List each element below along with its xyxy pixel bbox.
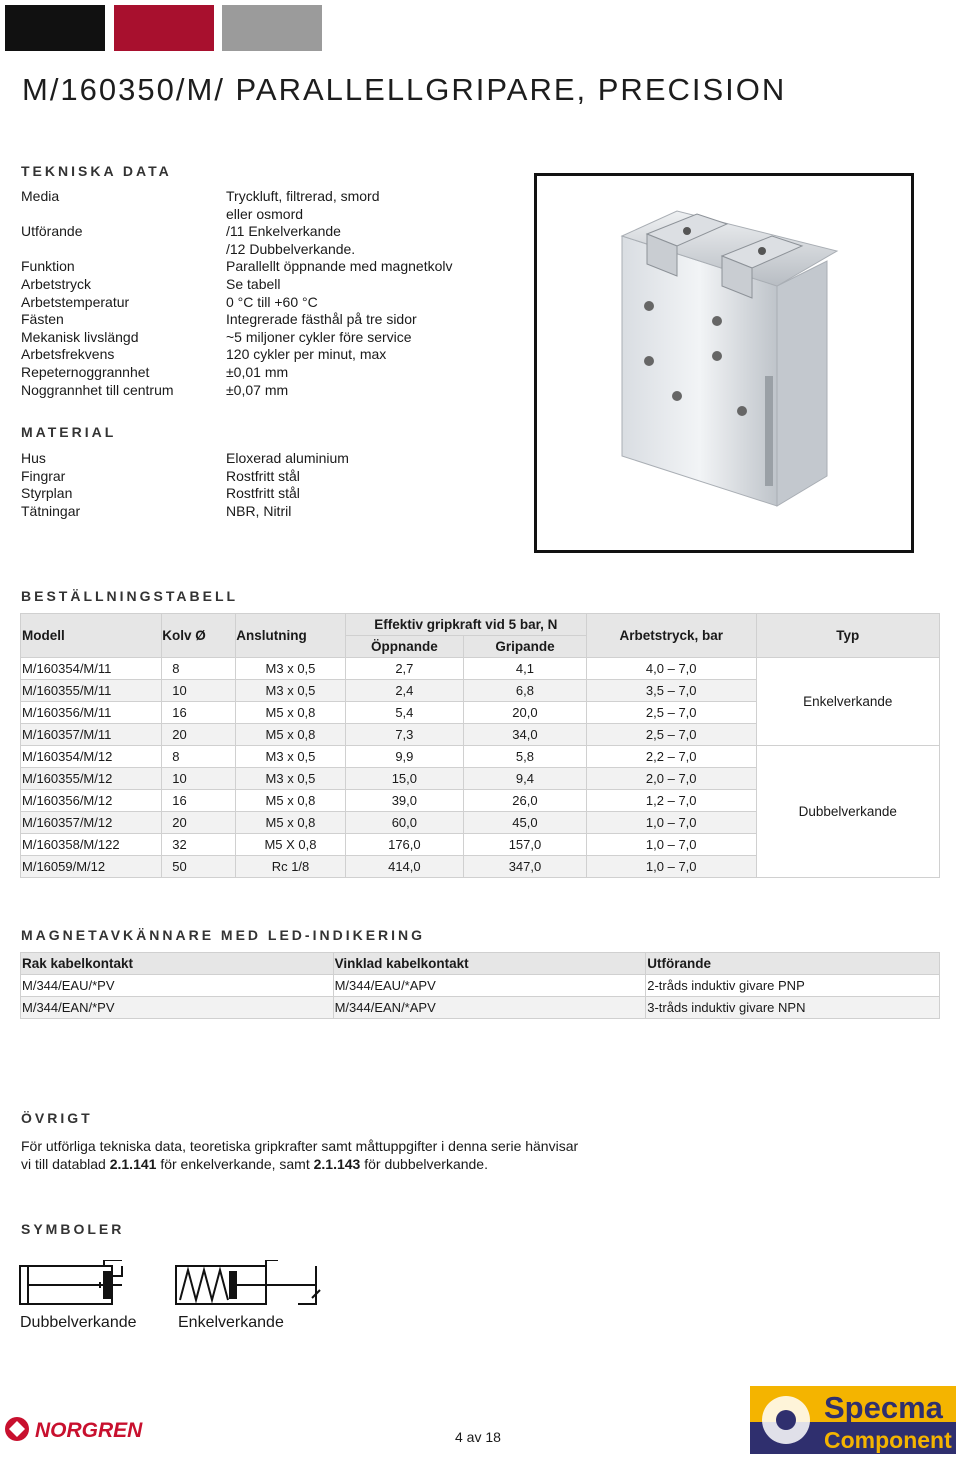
tech-value: Integrerade fästhål på tre sidor	[226, 311, 417, 328]
table-cell: Rc 1/8	[236, 856, 345, 878]
table-cell: 414,0	[345, 856, 463, 878]
sensors-heading: MAGNETAVKÄNNARE MED LED-INDIKERING	[21, 927, 426, 943]
note-line-1: För utförliga tekniska data, teoretiska gripkrafter samt måttuppgifter i denna serie hänvisar	[21, 1138, 579, 1154]
table-cell: M/160358/M/122	[21, 834, 162, 856]
table-cell: M3 x 0,5	[236, 658, 345, 680]
tech-label: Fästen	[21, 311, 64, 328]
table-cell: 26,0	[464, 790, 587, 812]
sensors-header: Vinklad kabelkontakt	[333, 953, 646, 975]
single-acting-label: Enkelverkande	[178, 1314, 284, 1331]
table-cell: 60,0	[345, 812, 463, 834]
cylinder-symbols	[18, 1260, 328, 1310]
color-bar-red	[114, 5, 214, 51]
tech-value: Tryckluft, filtrerad, smord	[226, 188, 380, 204]
table-cell: 2,4	[345, 680, 463, 702]
tech-label: Arbetstemperatur	[21, 293, 130, 310]
material-label: Hus	[21, 450, 46, 466]
table-cell: M/16059/M/12	[21, 856, 162, 878]
note-text: för dubbelverkande.	[360, 1156, 488, 1172]
col-header-type: Typ	[756, 614, 939, 658]
material-value: NBR, Nitril	[226, 502, 292, 519]
table-cell: 1,2 – 7,0	[586, 790, 756, 812]
table-cell: 15,0	[345, 768, 463, 790]
double-acting-label: Dubbelverkande	[20, 1314, 137, 1331]
sensors-header: Rak kabelkontakt	[21, 953, 334, 975]
table-cell: M/160357/M/12	[21, 812, 162, 834]
table-cell: M5 x 0,8	[236, 790, 345, 812]
norgren-logo-mark	[3, 1414, 163, 1444]
type-cell-double: Dubbelverkande	[756, 746, 939, 878]
sensor-cell: M/344/EAU/*APV	[333, 975, 646, 997]
table-cell: M3 x 0,5	[236, 768, 345, 790]
sensors-table	[20, 952, 940, 1019]
table-cell: 39,0	[345, 790, 463, 812]
material-label: Tätningar	[21, 502, 81, 519]
single-acting-symbol	[176, 1260, 320, 1304]
color-bar-black	[5, 5, 105, 51]
table-cell: M5 x 0,8	[236, 724, 345, 746]
datasheet-ref-single: 2.1.141	[109, 1156, 157, 1172]
sensor-cell: M/344/EAU/*PV	[21, 975, 334, 997]
table-cell: 10	[162, 680, 236, 702]
tech-label: Arbetstryck	[21, 276, 92, 292]
norgren-wordmark: NORGREN	[35, 1419, 143, 1442]
table-cell: M5 x 0,8	[236, 812, 345, 834]
tech-heading: TEKNISKA DATA	[21, 163, 172, 179]
table-cell: 50	[162, 856, 236, 878]
tech-value: ~5 miljoner cykler före service	[226, 328, 412, 345]
table-cell: M3 x 0,5	[236, 746, 345, 768]
order-heading: BESTÄLLNINGSTABELL	[21, 588, 239, 604]
double-acting-symbol	[20, 1260, 122, 1304]
tech-value: /11 Enkelverkande	[226, 223, 341, 240]
symbols-heading: SYMBOLER	[21, 1221, 125, 1237]
tech-value: 120 cykler per minut, max	[226, 346, 387, 363]
table-cell: M5 x 0,8	[236, 702, 345, 724]
col-header-grip: Gripande	[464, 636, 587, 658]
material-value: Rostfritt stål	[226, 467, 300, 484]
sensor-cell: M/344/EAN/*PV	[21, 997, 334, 1019]
table-cell: M/160354/M/12	[21, 746, 162, 768]
table-cell: 34,0	[464, 724, 587, 746]
color-bar-grey	[222, 5, 322, 51]
table-cell: 32	[162, 834, 236, 856]
table-cell: 1,0 – 7,0	[586, 856, 756, 878]
page-number: 4 av 18	[455, 1429, 501, 1445]
tech-value: 0 °C till +60 °C	[226, 293, 318, 310]
tech-value: eller osmord	[226, 205, 304, 222]
table-cell: 20,0	[464, 702, 587, 724]
type-cell-single: Enkelverkande	[756, 658, 939, 746]
table-cell: M/160356/M/11	[21, 702, 162, 724]
page-title: M/160350/M/ PARALLELLGRIPARE, PRECISION	[22, 72, 787, 107]
table-cell: 16	[162, 702, 236, 724]
order-table	[20, 613, 940, 878]
table-row	[21, 658, 940, 680]
table-cell: 2,5 – 7,0	[586, 724, 756, 746]
table-cell: 2,7	[345, 658, 463, 680]
sensor-cell: M/344/EAN/*APV	[333, 997, 646, 1019]
note-text: för enkelverkande, samt	[156, 1156, 314, 1172]
table-cell: 176,0	[345, 834, 463, 856]
table-cell: 2,0 – 7,0	[586, 768, 756, 790]
table-cell: 8	[162, 746, 236, 768]
table-cell: 2,2 – 7,0	[586, 746, 756, 768]
tech-value: ±0,01 mm	[226, 364, 289, 380]
other-heading: ÖVRIGT	[21, 1110, 93, 1126]
table-cell: 45,0	[464, 812, 587, 834]
col-header-pressure: Arbetstryck, bar	[586, 614, 756, 658]
specma-logo-mark	[750, 1386, 956, 1454]
table-cell: 20	[162, 812, 236, 834]
table-cell: M/160355/M/12	[21, 768, 162, 790]
tech-label: Noggrannhet till centrum	[21, 381, 174, 398]
table-cell: 2,5 – 7,0	[586, 702, 756, 724]
table-cell: M/160355/M/11	[21, 680, 162, 702]
table-row	[21, 746, 940, 768]
table-cell: 10	[162, 768, 236, 790]
table-cell: 347,0	[464, 856, 587, 878]
material-value: Rostfritt stål	[226, 485, 300, 502]
note-text: vi till datablad	[21, 1156, 110, 1172]
sensors-header: Utförande	[646, 953, 940, 975]
table-cell: M/160357/M/11	[21, 724, 162, 746]
table-cell: 7,3	[345, 724, 463, 746]
tech-value: Parallellt öppnande med magnetkolv	[226, 258, 453, 275]
tech-label: Utförande	[21, 223, 83, 240]
col-header-port: Anslutning	[236, 614, 345, 658]
tech-label: Mekanisk livslängd	[21, 328, 139, 345]
table-cell: 8	[162, 658, 236, 680]
table-cell: 9,4	[464, 768, 587, 790]
component-text: Component	[824, 1427, 952, 1453]
tech-label: Arbetsfrekvens	[21, 346, 115, 363]
material-heading: MATERIAL	[21, 424, 117, 440]
product-photo	[534, 173, 914, 553]
tech-value: Se tabell	[226, 276, 281, 292]
col-header-force: Effektiv gripkraft vid 5 bar, N	[345, 614, 586, 636]
tech-label: Repeternoggrannhet	[21, 364, 150, 380]
table-cell: 20	[162, 724, 236, 746]
specma-text: Specma	[824, 1390, 943, 1425]
table-cell: M3 x 0,5	[236, 680, 345, 702]
other-note	[21, 1137, 721, 1173]
sensor-cell: 2-tråds induktiv givare PNP	[646, 975, 940, 997]
table-cell: 6,8	[464, 680, 587, 702]
sensor-cell: 3-tråds induktiv givare NPN	[646, 997, 940, 1019]
table-cell: M/160354/M/11	[21, 658, 162, 680]
table-cell: M/160356/M/12	[21, 790, 162, 812]
material-label: Styrplan	[21, 485, 73, 502]
table-cell: 157,0	[464, 834, 587, 856]
note-line-2	[21, 1155, 721, 1173]
table-cell: 3,5 – 7,0	[586, 680, 756, 702]
material-value: Eloxerad aluminium	[226, 450, 349, 466]
norgren-logo	[3, 1414, 163, 1449]
table-cell: 16	[162, 790, 236, 812]
material-label: Fingrar	[21, 467, 66, 484]
table-cell: 5,8	[464, 746, 587, 768]
table-cell: 4,0 – 7,0	[586, 658, 756, 680]
tech-value: ±0,07 mm	[226, 381, 289, 398]
table-cell: 1,0 – 7,0	[586, 812, 756, 834]
specma-logo	[750, 1386, 956, 1454]
table-cell: 1,0 – 7,0	[586, 834, 756, 856]
col-header-bore: Kolv Ø	[162, 614, 236, 658]
tech-value: /12 Dubbelverkande.	[226, 240, 356, 257]
col-header-open: Öppnande	[345, 636, 463, 658]
tech-label: Funktion	[21, 258, 75, 275]
table-cell: 4,1	[464, 658, 587, 680]
col-header-model: Modell	[21, 614, 162, 658]
table-cell: 9,9	[345, 746, 463, 768]
tech-label: Media	[21, 188, 60, 204]
gripper-illustration	[537, 176, 911, 550]
table-cell: 5,4	[345, 702, 463, 724]
datasheet-ref-double: 2.1.143	[313, 1156, 361, 1172]
table-cell: M5 X 0,8	[236, 834, 345, 856]
